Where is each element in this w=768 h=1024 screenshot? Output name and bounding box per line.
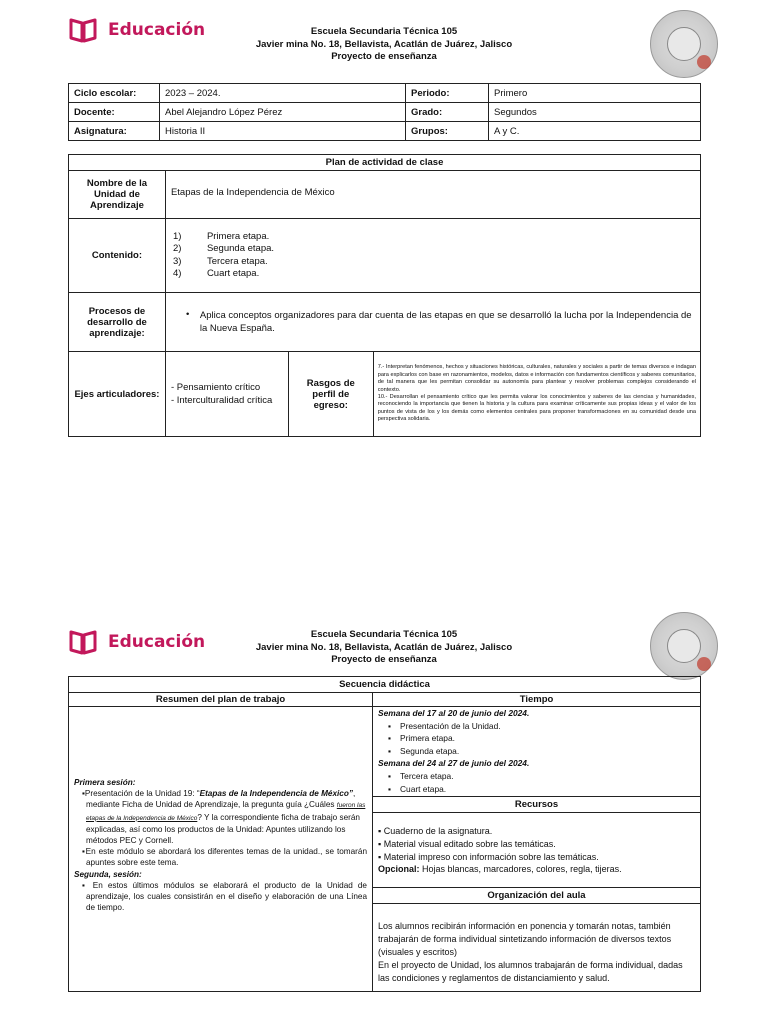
week-1-label: Semana del 17 al 20 de junio del 2024.: [378, 708, 530, 718]
brand-name: Educación: [108, 632, 206, 652]
unidad-value: Etapas de la Independencia de México: [165, 171, 700, 219]
school-address: Javier mina No. 18, Bellavista, Acatlán de Juárez, Jalisco: [255, 641, 513, 653]
session-1-label: Primera sesión:: [74, 778, 136, 787]
seq-title: Secuencia didáctica: [69, 677, 701, 693]
contenido-label: Contenido:: [69, 219, 166, 293]
resumen-title: Resumen del plan de trabajo: [69, 693, 373, 707]
rasgo-item: 10.- Desarrollan el pensamiento crítico que les permita valorar los conocimientos y saberes de las ciencias y humanidades, reconociendo la importancia que tienen la historia y la cultura para examinar críticamente sus propias ideas y el valor de los puntos de vista de los y los demás como elementos centrales para proponer transformaciones en su comunidad desde una perspectiva solidaria.: [377, 394, 696, 423]
contenido-item: 1) Primera etapa.: [172, 230, 270, 242]
contenido-item: 2) Segunda etapa.: [172, 243, 275, 254]
periodo-value: Primero: [489, 84, 701, 103]
org-text-2: En el proyecto de Unidad, los alumnos trabajarán de forma individual, dadas las condiciones y reglamentos de distanciamiento y salud.: [378, 960, 683, 983]
recurso-item: ▪ Cuaderno de la asignatura.: [378, 826, 493, 836]
recursos-list: [378, 825, 695, 863]
week-1-list: [378, 720, 695, 758]
rasgos-label: Rasgos de perfil de egreso:: [288, 352, 373, 437]
secuencia-table: [68, 676, 701, 992]
contenido-list: [171, 231, 695, 281]
week-item: ▪ Segunda etapa.: [400, 745, 695, 758]
contenido-item: 4) Cuart etapa.: [172, 268, 260, 279]
ejes-label: Ejes articuladores:: [69, 352, 166, 437]
school-seal-icon: [650, 10, 718, 78]
session-1-item: ▪En este módulo se abordará los diferentes temas de la unidad., se tomarán apuntes sobre este tema.: [82, 847, 368, 868]
recurso-item: ▪ Material visual editado sobre las temáticas.: [378, 838, 556, 849]
eje-item: - Pensamiento crítico: [170, 382, 261, 393]
recursos-cell: [373, 813, 701, 888]
page-header-2: [0, 610, 768, 682]
week-item: ▪ Cuart etapa.: [400, 783, 695, 796]
org-text: Los alumnos recibirán información en ponencia y tomarán notas, también trabajarán de forma individual sintetizando información de diversos textos (visuales y escritos): [378, 921, 672, 957]
ciclo-label: Ciclo escolar:: [69, 84, 160, 103]
doc-title: Proyecto de enseñanza: [331, 51, 437, 62]
docente-value: Abel Alejandro López Pérez: [160, 103, 406, 122]
session-2-item: ▪ En estos últimos módulos se elaborará el producto de la Unidad de aprendizaje, los cuales consistirán en el diseño y elaboración de una Línea de tiempo.: [82, 880, 367, 913]
tiempo-cell: [373, 707, 701, 797]
session-1-item: ▪Presentación de la Unidad 19: “Etapas de la Independencia de México”, mediante Ficha de Unidad de Aprendizaje, la pregunta guía ¿Cuáles fueron las etapas de la Independencia de México? Y la correspondiente ficha de trabajo serán explicadas, así como los productos de la Unidad: Apuntes utilizando los métodos PEC y Cornell.: [82, 789, 366, 846]
rasgo-item: 7.- Interpretan fenómenos, hechos y situaciones históricas, culturales, naturales y sociales a partir de temas diversos e indagan para explicarlos con base en razonamientos, modelos, datos e información con fundamentos científicos y saberes comunitarios, de tal manera que les permitan consolidar su autonomía para plantear y resolver problemas complejos considerando el contexto.: [377, 364, 696, 393]
docente-label: Docente:: [69, 103, 160, 122]
school-name: Escuela Secundaria Técnica 105: [310, 629, 458, 640]
school-seal-icon: [650, 612, 718, 680]
asignatura-label: Asignatura:: [69, 122, 160, 141]
plan-title: Plan de actividad de clase: [69, 155, 701, 171]
week-2-list: [378, 770, 695, 795]
grado-label: Grado:: [406, 103, 489, 122]
grupos-label: Grupos:: [406, 122, 489, 141]
org-cell: [373, 904, 701, 992]
unidad-label: Nombre de la Unidad de Aprendizaje: [69, 171, 166, 219]
asignatura-value: Historia II: [160, 122, 406, 141]
recursos-title: Recursos: [373, 797, 701, 813]
org-title: Organización del aula: [373, 888, 701, 904]
procesos-label: Procesos de desarrollo de aprendizaje:: [69, 293, 166, 352]
opcional-line: Opcional: Hojas blancas, marcadores, colores, regla, tijeras.: [378, 864, 622, 875]
brand-name: Educación: [108, 20, 206, 40]
week-item: ▪ Presentación de la Unidad.: [400, 720, 695, 733]
plan-table: [68, 154, 701, 437]
week-2-label: Semana del 24 al 27 de junio del 2024.: [378, 758, 530, 769]
ciclo-value: 2023 – 2024.: [160, 84, 406, 103]
contenido-item: 3) Tercera etapa.: [172, 255, 268, 267]
session-2-label: Segunda, sesión:: [74, 869, 142, 879]
periodo-label: Periodo:: [406, 84, 489, 103]
tiempo-title: Tiempo: [373, 693, 701, 707]
bullet-icon: •: [185, 309, 190, 320]
doc-title: Proyecto de enseñanza: [331, 654, 437, 665]
page-header: [0, 0, 768, 72]
grupos-value: A y C.: [489, 122, 701, 141]
school-name: Escuela Secundaria Técnica 105: [310, 26, 458, 37]
week-item: ▪ Primera etapa.: [400, 732, 695, 745]
procesos-value: Aplica conceptos organizadores para dar cuenta de las etapas en que se desarrolló la lucha por la Independencia de la Nueva España.: [199, 310, 692, 334]
school-address: Javier mina No. 18, Bellavista, Acatlán de Juárez, Jalisco: [255, 38, 513, 50]
grado-value: Segundos: [489, 103, 701, 122]
recurso-item: ▪ Material impreso con información sobre las temáticas.: [378, 851, 599, 862]
resumen-cell: [69, 707, 373, 992]
eje-item: - Interculturalidad crítica: [170, 395, 273, 406]
week-item: ▪ Tercera etapa.: [400, 770, 695, 783]
info-table: [68, 83, 701, 141]
